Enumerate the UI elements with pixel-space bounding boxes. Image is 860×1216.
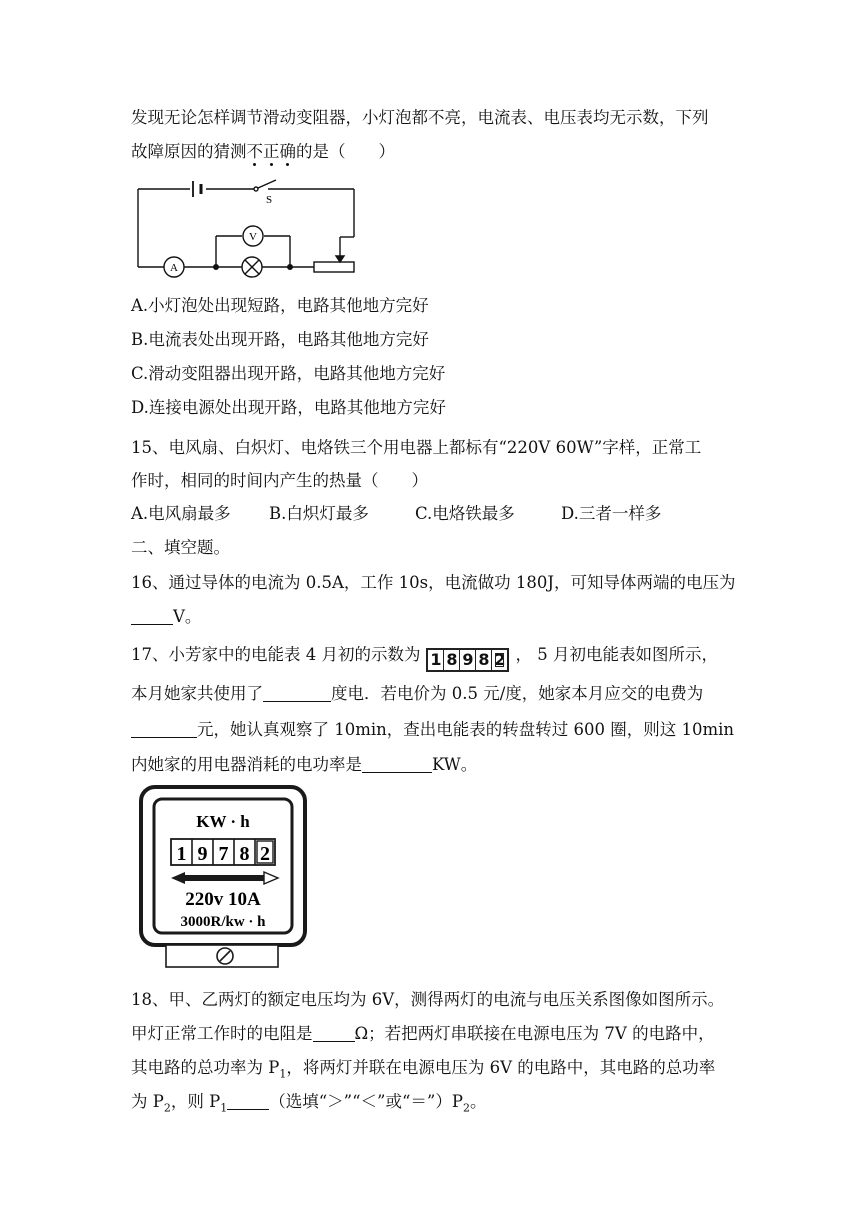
answer-blank — [313, 1025, 355, 1043]
digit: 8 — [476, 650, 492, 670]
meter-digit: 7 — [218, 843, 229, 865]
circuit-diagram — [128, 172, 368, 278]
q18-text: 甲灯正常工作时的电阻是 — [131, 1024, 313, 1043]
q17-text: 本月她家共使用了 — [131, 684, 263, 703]
q15-option-d: D.三者一样多 — [561, 504, 662, 523]
q18-stem-line3 — [131, 1054, 715, 1080]
digit: 9 — [460, 650, 476, 670]
meter-digit: 1 — [176, 843, 187, 865]
q17-stem-line1 — [131, 641, 718, 672]
answer-blank — [362, 756, 432, 774]
answer-blank — [131, 608, 173, 626]
q14-option-d: D.连接电源处出现开路，电路其他地方完好 — [131, 398, 446, 417]
digit: 1 — [428, 650, 444, 670]
subscript: 2 — [462, 1101, 470, 1115]
q17-text: 17、小芳家中的电能表 4 月初的示数为 — [131, 645, 421, 664]
q14-option-a: A.小灯泡处出现短路，电路其他地方完好 — [131, 296, 429, 315]
meter-digit: 9 — [197, 843, 208, 865]
answer-blank — [227, 1093, 269, 1111]
meter-constant: 3000R/kw · h — [180, 914, 266, 930]
q17-stem-line2 — [131, 680, 703, 704]
q14-stem-line2 — [131, 138, 395, 162]
meter-digit: 2 — [260, 843, 270, 865]
q17-text: ， 5 月初电能表如图所示， — [515, 645, 718, 664]
q18-stem-line2 — [131, 1020, 715, 1044]
subscript: 1 — [220, 1101, 228, 1115]
q17-text: 内她家的用电器消耗的电功率是 — [131, 755, 362, 774]
q16-text: V。 — [173, 607, 202, 626]
q16-stem-line1: 16、通过导体的电流为 0.5A，工作 10s，电流做功 180J，可知导体两端的电压为 — [131, 573, 736, 592]
q17-stem-line4 — [131, 751, 477, 775]
digit: 8 — [444, 650, 460, 670]
q14-option-c: C.滑动变阻器出现开路，电路其他地方完好 — [131, 364, 446, 383]
q16-stem-line2 — [131, 603, 201, 627]
q17-text: 度电．若电价为 0.5 元/度，她家本月应交的电费为 — [331, 684, 704, 703]
meter-rating: 220v 10A — [185, 889, 261, 910]
q14-stem-text: 故障原因的猜测 — [131, 142, 247, 161]
q18-text: Ω；若把两灯串联接在电源电压为 7V 的电路中， — [354, 1024, 715, 1043]
subscript: 1 — [279, 1067, 287, 1081]
q15-stem-line1: 15、电风扇、白炽灯、电烙铁三个用电器上都标有“220V 60W”字样，正常工 — [131, 438, 702, 457]
q14-stem-text: 的是（ ） — [296, 142, 395, 161]
ammeter-label: A — [170, 262, 178, 274]
q15-option-b: B.白炽灯最多 — [269, 504, 369, 523]
q18-stem-line4 — [131, 1088, 486, 1114]
q18-text: 为 P — [131, 1092, 164, 1111]
section-heading: 二、填空题。 — [131, 538, 230, 557]
q14-option-b: B.电流表处出现开路，电路其他地方完好 — [131, 330, 429, 349]
subscript: 2 — [163, 1101, 171, 1115]
digit: 2 — [494, 650, 506, 669]
q18-text: ，将两灯并联在电源电压为 6V 的电路中，其电路的总功率 — [286, 1058, 716, 1077]
meter-digit: 8 — [239, 843, 250, 865]
emphasis-char: 不 — [246, 142, 263, 161]
q15-option-c: C.电烙铁最多 — [415, 504, 515, 523]
answer-blank — [263, 685, 331, 703]
q18-text: 其电路的总功率为 P — [131, 1058, 280, 1077]
q18-text: 。 — [469, 1092, 487, 1111]
q17-stem-line3 — [131, 716, 734, 740]
q15-options — [131, 500, 661, 524]
voltmeter-label: V — [249, 231, 257, 243]
q14-stem-line1: 发现无论怎样调节滑动变阻器，小灯泡都不亮，电流表、电压表均无示数，下列 — [131, 108, 709, 127]
q15-stem-line2: 作时，相同的时间内产生的热量（ ） — [131, 471, 428, 490]
answer-blank — [131, 721, 197, 739]
q18-stem-line1: 18、甲、乙两灯的额定电压均为 6V，测得两灯的电流与电压关系图像如图所示。 — [131, 990, 725, 1009]
q15-option-a: A.电风扇最多 — [131, 504, 231, 523]
q18-text: ，则 P — [170, 1092, 221, 1111]
emphasis-char: 确 — [279, 142, 296, 161]
q17-text: 元，她认真观察了 10min，查出电能表的转盘转过 600 圈，则这 10min — [197, 720, 735, 739]
electricity-meter-figure — [138, 784, 308, 970]
meter-unit: KW · h — [196, 812, 250, 831]
q18-text: （选填“＞”“＜”或“＝”）P — [269, 1092, 463, 1111]
emphasis-char: 正 — [263, 142, 280, 161]
switch-label: S — [266, 194, 273, 206]
q17-text: KW。 — [432, 755, 478, 774]
april-meter-reading — [426, 648, 509, 672]
